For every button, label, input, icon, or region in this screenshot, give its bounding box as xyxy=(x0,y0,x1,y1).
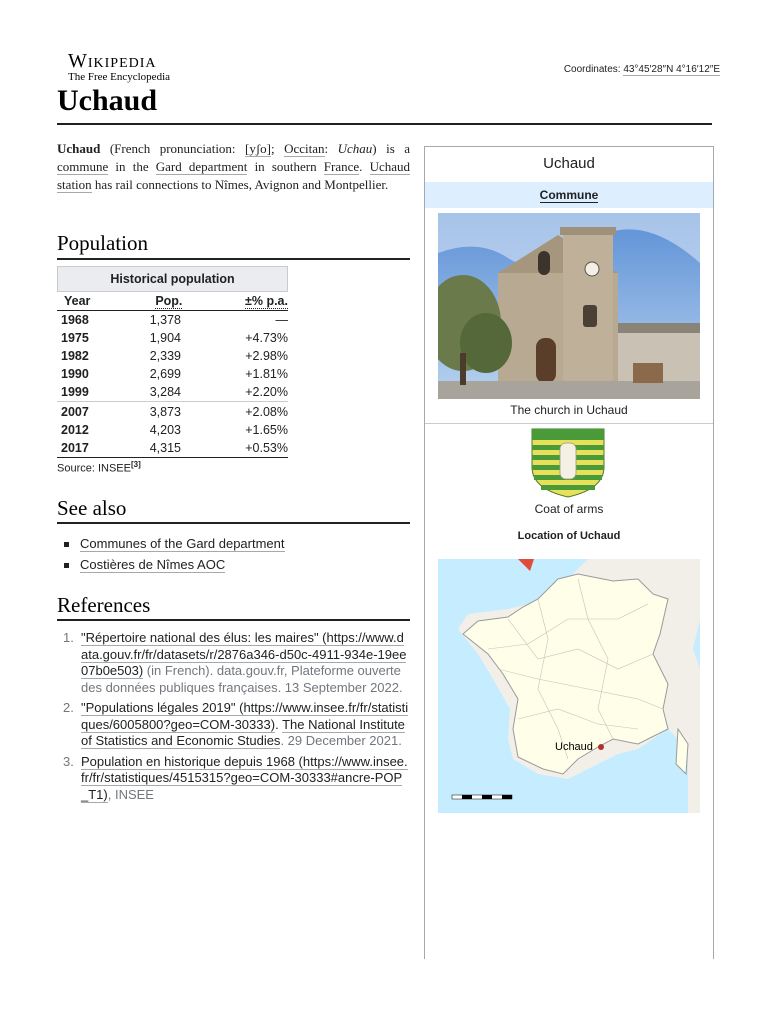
cell-year: 1982 xyxy=(61,349,89,363)
list-item xyxy=(62,533,285,554)
cell-pop: 2,699 xyxy=(149,367,181,381)
reference-link[interactable]: Population en historique depuis 1968 (https://www.insee.fr/fr/statistiques/4515315?geo=COM-30333#ancre-POP_T1) xyxy=(81,753,408,802)
section-heading-references: References xyxy=(57,593,151,617)
see-also-list xyxy=(62,533,285,575)
cell-pop: 2,339 xyxy=(149,349,181,363)
cell-year: 1968 xyxy=(61,313,89,327)
reference-separator: . xyxy=(275,716,283,732)
table-header xyxy=(57,292,288,311)
cell-change: +2.20% xyxy=(245,385,288,399)
cell-year: 1990 xyxy=(61,367,89,381)
table-row xyxy=(57,311,288,329)
infobox-subtitle xyxy=(425,182,713,208)
header-pop[interactable]: Pop. xyxy=(155,294,183,308)
coat-of-arms[interactable] xyxy=(529,427,607,499)
cell-change: — xyxy=(275,313,288,327)
tagline: The Free Encyclopedia xyxy=(68,71,171,83)
coat-of-arms-caption: Coat of arms xyxy=(534,502,604,516)
lead-text: (French pronunciation: xyxy=(100,141,246,156)
lead-text: ; xyxy=(271,141,285,156)
infobox-title: Uchaud xyxy=(543,155,595,172)
lead-name: Uchaud xyxy=(57,141,101,156)
reference-link[interactable]: "Répertoire national des élus: les maires" (https://www.data.gouv.fr/fr/datasets/r/2876a346-d50c-4911-934e-19ee07b0e503) xyxy=(81,630,407,678)
list-item xyxy=(62,554,285,575)
lead-paragraph xyxy=(57,140,410,194)
cell-pop: 4,203 xyxy=(149,423,181,437)
reference-text: . 29 December 2021. xyxy=(280,733,402,748)
france-link[interactable]: France xyxy=(323,159,360,174)
table-row xyxy=(57,421,288,439)
location-caption: Location of Uchaud xyxy=(517,530,621,542)
reference-language: (in French) xyxy=(143,663,210,678)
location-map-image xyxy=(438,559,700,813)
section-divider xyxy=(57,522,410,524)
infobox-divider xyxy=(425,423,713,424)
church-photo-image xyxy=(438,213,700,399)
citation-link[interactable]: [3] xyxy=(130,460,141,469)
see-also-link[interactable]: Costières de Nîmes AOC xyxy=(80,557,226,572)
reference-number: 1. xyxy=(63,630,74,645)
section-heading-population: Population xyxy=(57,231,149,255)
station-link[interactable]: Uchaud station xyxy=(57,159,411,192)
table-row xyxy=(57,439,288,458)
photo-caption: The church in Uchaud xyxy=(510,403,628,417)
cell-change: +0.53% xyxy=(245,441,288,455)
reference-publisher-link[interactable]: The National Institute of Statistics and Economic Studies xyxy=(81,716,405,748)
cell-year: 2017 xyxy=(61,441,89,455)
cell-change: +1.81% xyxy=(245,367,288,381)
lead-text: ) is a xyxy=(372,141,410,156)
cell-pop: 3,873 xyxy=(149,405,181,419)
coordinates xyxy=(564,64,720,75)
header-change[interactable]: ±% p.a. xyxy=(245,294,288,308)
lead-text: : xyxy=(324,141,338,156)
header-year: Year xyxy=(64,294,91,308)
cell-pop: 1,904 xyxy=(149,331,181,345)
table-source xyxy=(57,460,288,475)
reference-item xyxy=(63,754,409,804)
see-also-link[interactable]: Communes of the Gard department xyxy=(80,536,285,551)
table-row xyxy=(57,403,288,421)
population-table xyxy=(57,266,288,475)
table-row xyxy=(57,383,288,402)
source-label: Source: INSEE xyxy=(57,462,131,475)
cell-change: +2.08% xyxy=(245,405,288,419)
map-marker-label: Uchaud xyxy=(555,741,593,753)
commune-link[interactable]: commune xyxy=(57,159,109,174)
section-heading-see-also: See also xyxy=(57,496,127,520)
lead-text: . xyxy=(359,159,370,174)
reference-text: , INSEE xyxy=(107,786,154,802)
table-row xyxy=(57,365,288,383)
cell-change: +1.65% xyxy=(245,423,288,437)
cell-year: 1999 xyxy=(61,385,89,399)
cell-year: 1975 xyxy=(61,331,89,345)
reference-number: 3. xyxy=(63,753,74,769)
page-title: Uchaud xyxy=(57,84,158,117)
reference-text: . data.gouv.fr, Plateforme ouverte des données publiques françaises. 13 September 2022. xyxy=(81,663,403,695)
reference-item xyxy=(63,700,409,750)
coat-of-arms-shield-icon xyxy=(529,427,607,499)
table-caption: Historical population xyxy=(57,266,288,292)
lead-text: has rail connections to Nîmes, Avignon and Montpellier. xyxy=(91,177,389,192)
scale-bar xyxy=(452,795,512,799)
table-row xyxy=(57,329,288,347)
cell-pop: 4,315 xyxy=(149,441,181,455)
commune-type-link[interactable]: Commune xyxy=(539,188,599,202)
cell-change: +2.98% xyxy=(245,349,288,363)
occitan-name: Uchau xyxy=(337,141,373,156)
reference-link[interactable]: "Populations légales 2019" (https://www.insee.fr/fr/statistiques/6005800?geo=COM-30333) xyxy=(81,700,409,732)
lead-text: in the xyxy=(108,159,156,174)
reference-number: 2. xyxy=(63,700,74,715)
location-map[interactable] xyxy=(438,559,700,813)
wikipedia-logo[interactable] xyxy=(68,50,170,83)
gard-link[interactable]: Gard department xyxy=(155,159,248,174)
coordinates-label: Coordinates: xyxy=(563,64,621,75)
cell-pop: 1,378 xyxy=(149,313,181,327)
reference-item xyxy=(63,630,409,696)
wordmark: Wikipedia xyxy=(68,50,157,72)
cell-year: 2007 xyxy=(61,405,89,419)
cell-change: +4.73% xyxy=(245,331,288,345)
cell-year: 2012 xyxy=(61,423,89,437)
table-row xyxy=(57,347,288,365)
cell-pop: 3,284 xyxy=(149,385,181,399)
ipa-link[interactable]: [yʃo] xyxy=(245,141,272,156)
infobox xyxy=(424,146,714,959)
references-list xyxy=(63,630,409,807)
lead-text: in southern xyxy=(247,159,324,174)
coordinates-link[interactable]: 43°45′28″N 4°16′12″E xyxy=(623,64,720,75)
section-divider xyxy=(57,258,410,260)
title-divider xyxy=(57,123,712,125)
occitan-link[interactable]: Occitan xyxy=(284,141,325,156)
church-photo[interactable] xyxy=(438,213,700,399)
section-divider xyxy=(57,619,410,621)
